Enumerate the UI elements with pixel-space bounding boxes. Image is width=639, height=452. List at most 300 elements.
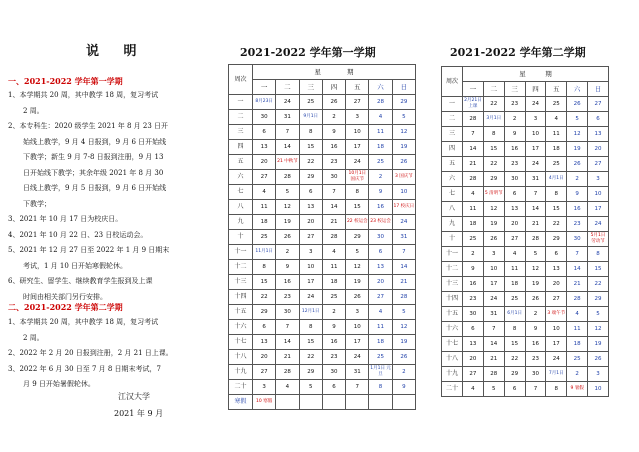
day-header: 二 <box>483 82 504 97</box>
note-line: 下教学；新生 9 月 7-8 日报到注册，9 月 13 <box>23 153 164 161</box>
date-cell: 7 <box>525 382 546 397</box>
notes-panel <box>0 0 210 452</box>
week-number: 一 <box>442 97 463 112</box>
day-header: 一 <box>463 82 484 97</box>
week-number: 十八 <box>229 350 253 365</box>
date-cell: 28 <box>463 112 484 127</box>
date-cell: 9 <box>463 262 484 277</box>
date-cell: 13 <box>463 337 484 352</box>
day-header: 三 <box>299 80 322 95</box>
date-cell: 3 端午节 <box>546 307 567 322</box>
weekday-group-header: 星 期 <box>253 65 416 80</box>
date-cell: 6 <box>299 185 322 200</box>
date-cell: 24 <box>276 95 299 110</box>
date-cell: 28 <box>276 170 299 185</box>
date-cell: 14 <box>525 202 546 217</box>
date-cell: 15 <box>299 335 322 350</box>
week-number: 寒假 <box>229 395 253 410</box>
date-cell: 17 <box>483 277 504 292</box>
day-header: 五 <box>546 82 567 97</box>
week-number: 八 <box>229 200 253 215</box>
date-cell: 30 <box>322 365 345 380</box>
week-number: 八 <box>442 202 463 217</box>
date-cell: 12 <box>588 322 609 337</box>
note-line: 2 周。 <box>23 106 44 115</box>
date-cell: 8 <box>346 185 369 200</box>
date-cell: 15 <box>299 140 322 155</box>
date-cell: 9 <box>322 125 345 140</box>
date-cell: 24 <box>392 215 415 230</box>
date-cell: 2 <box>504 112 525 127</box>
week-number: 十七 <box>229 335 253 350</box>
date-cell: 15 <box>546 202 567 217</box>
week-number: 一 <box>229 95 253 110</box>
date-cell: 4月1日 <box>546 172 567 187</box>
date-cell: 15 <box>346 200 369 215</box>
date-cell: 21 <box>567 277 588 292</box>
date-cell: 13 <box>253 335 276 350</box>
date-cell: 2 <box>567 172 588 187</box>
date-cell: 20 <box>588 142 609 157</box>
date-cell: 4 <box>322 245 345 260</box>
date-cell: 14 <box>483 337 504 352</box>
date-cell: 23 <box>504 97 525 112</box>
date-cell: 7 <box>276 320 299 335</box>
date-cell: 26 <box>567 97 588 112</box>
date-cell: 31 <box>392 230 415 245</box>
date-cell: 2 <box>392 365 415 380</box>
date-cell: 8 <box>299 320 322 335</box>
date-cell: 27 <box>369 290 392 305</box>
note-line: 3、2022 年 6 月 30 日至 7 月 8 日期末考试，7 <box>8 364 162 373</box>
date-cell <box>322 395 345 410</box>
date-cell: 12 <box>346 260 369 275</box>
date-cell: 26 <box>588 352 609 367</box>
date-cell: 12 <box>276 200 299 215</box>
date-cell: 27 <box>588 97 609 112</box>
date-cell: 11 <box>504 262 525 277</box>
date-cell: 2 <box>322 305 345 320</box>
date-cell: 6 <box>504 382 525 397</box>
week-number: 十八 <box>442 352 463 367</box>
date-cell: 17 <box>546 337 567 352</box>
note-line: 时间由相关部门另行安排。 <box>23 292 107 301</box>
week-number: 十五 <box>229 305 253 320</box>
sem1-heading: 一、2021-2022 学年第一学期 <box>8 76 123 86</box>
date-cell: 2 <box>567 367 588 382</box>
date-cell: 18 <box>567 337 588 352</box>
date-cell: 20 <box>299 215 322 230</box>
date-cell: 31 <box>276 110 299 125</box>
date-cell: 29 <box>504 367 525 382</box>
date-cell: 29 <box>299 170 322 185</box>
date-cell: 23 校运会 <box>369 215 392 230</box>
date-cell: 9 <box>369 185 392 200</box>
date-cell: 22 <box>483 157 504 172</box>
date-cell: 25 <box>322 290 345 305</box>
date-cell: 11 <box>463 202 484 217</box>
day-header: 一 <box>253 80 276 95</box>
week-number: 七 <box>442 187 463 202</box>
note-line: 4、2021 年 10 月 22 日、23 日校运动会。 <box>8 230 148 239</box>
date-cell: 19 <box>567 142 588 157</box>
date-cell: 28 <box>322 230 345 245</box>
date-cell: 30 <box>253 110 276 125</box>
date-cell: 20 <box>504 217 525 232</box>
date-cell: 27 <box>463 367 484 382</box>
date-cell: 31 <box>346 365 369 380</box>
date-cell: 18 <box>463 217 484 232</box>
day-header: 六 <box>369 80 392 95</box>
date-cell: 6 <box>322 380 345 395</box>
date-cell: 28 <box>483 367 504 382</box>
date-cell: 27 <box>504 232 525 247</box>
date-cell: 20 <box>253 350 276 365</box>
date-cell: 16 <box>322 335 345 350</box>
date-cell: 9 <box>276 260 299 275</box>
date-cell: 19 <box>346 275 369 290</box>
date-cell: 15 <box>483 142 504 157</box>
date-cell: 28 <box>369 95 392 110</box>
note-line: 1、本学期共 20 周，其中教学 18 周，复习考试 <box>8 318 159 326</box>
date-cell: 30 <box>567 232 588 247</box>
date-cell: 4 <box>463 187 484 202</box>
date-cell: 5 <box>483 382 504 397</box>
date-cell: 25 <box>369 350 392 365</box>
date-cell: 24 <box>546 352 567 367</box>
date-cell: 16 <box>369 200 392 215</box>
date-cell: 16 <box>322 140 345 155</box>
date-cell: 8月23日 <box>253 95 276 110</box>
date-cell: 8 <box>369 380 392 395</box>
week-number: 十 <box>229 230 253 245</box>
day-header: 日 <box>588 82 609 97</box>
note-line: 考试，1 月 10 日开始寒假轮休。 <box>23 261 128 270</box>
date-cell: 3月1日 <box>483 112 504 127</box>
date-cell: 6 <box>588 112 609 127</box>
date-cell: 7 <box>346 380 369 395</box>
date-cell: 10 <box>346 125 369 140</box>
date-cell: 19 <box>276 215 299 230</box>
date-cell: 10 <box>346 320 369 335</box>
date-cell: 6 <box>463 322 484 337</box>
day-header: 六 <box>567 82 588 97</box>
date-cell: 25 <box>253 230 276 245</box>
day-header: 二 <box>276 80 299 95</box>
date-cell: 2 <box>369 170 392 185</box>
date-cell: 11 <box>322 260 345 275</box>
date-cell: 26 <box>392 155 415 170</box>
date-cell: 23 <box>463 292 484 307</box>
date-cell: 9 <box>322 320 345 335</box>
date-cell: 19 <box>525 277 546 292</box>
day-header: 日 <box>392 80 415 95</box>
date-cell: 7 <box>483 322 504 337</box>
note-line: 月 9 日开始暑假轮休。 <box>23 380 95 388</box>
date-cell: 30 <box>322 170 345 185</box>
date-cell: 7 <box>525 187 546 202</box>
date-cell: 22 校运会 <box>346 215 369 230</box>
date-cell: 15 <box>504 337 525 352</box>
date-cell: 14 <box>567 262 588 277</box>
day-header: 四 <box>322 80 345 95</box>
week-number: 二 <box>442 112 463 127</box>
note-line: 6、研究生、留学生、继续教育学生报到及上课 <box>8 277 153 285</box>
date-cell: 18 <box>369 335 392 350</box>
date-cell: 24 <box>483 292 504 307</box>
semester1-calendar <box>228 64 416 410</box>
date-cell: 4 <box>504 247 525 262</box>
date-cell: 20 <box>369 275 392 290</box>
week-number: 十九 <box>442 367 463 382</box>
date-cell: 1月1日 元旦 <box>369 365 392 380</box>
date-cell: 24 <box>525 157 546 172</box>
date-cell: 6 <box>546 247 567 262</box>
date-cell: 14 <box>392 260 415 275</box>
date-cell: 21 <box>463 157 484 172</box>
date-cell: 13 <box>546 262 567 277</box>
date-cell: 18 <box>253 215 276 230</box>
date-cell: 5 <box>299 380 322 395</box>
date-cell: 13 <box>504 202 525 217</box>
date-cell: 25 <box>546 157 567 172</box>
week-number: 二十 <box>442 382 463 397</box>
date-cell: 2 <box>525 307 546 322</box>
date-cell: 23 <box>525 352 546 367</box>
date-cell: 26 <box>276 230 299 245</box>
date-cell: 11 <box>369 320 392 335</box>
date-cell: 4 <box>276 380 299 395</box>
date-cell: 12 <box>567 127 588 142</box>
date-cell: 14 <box>322 200 345 215</box>
date-cell: 8 <box>546 187 567 202</box>
date-cell: 25 <box>567 352 588 367</box>
week-number: 三 <box>229 125 253 140</box>
date-cell: 12月1日 <box>299 305 322 320</box>
date-cell: 10 <box>392 185 415 200</box>
issue-date: 2021 年 9 月 <box>114 409 164 418</box>
note-line: 1、本学期共 20 周，其中教学 18 周，复习考试 <box>8 91 159 99</box>
date-cell: 8 <box>483 127 504 142</box>
date-cell: 24 <box>588 217 609 232</box>
date-cell: 30 <box>276 305 299 320</box>
note-line: 始线上教学，9 月 4 日报到，9 月 6 日开始线 <box>23 137 167 146</box>
date-cell: 13 <box>253 140 276 155</box>
date-cell: 23 <box>322 155 345 170</box>
date-cell: 26 <box>525 292 546 307</box>
date-cell: 5 <box>276 185 299 200</box>
week-number: 十三 <box>229 275 253 290</box>
date-cell: 17 <box>299 275 322 290</box>
week-number: 十四 <box>442 292 463 307</box>
date-cell: 24 <box>346 155 369 170</box>
date-cell: 26 <box>483 232 504 247</box>
date-cell: 8 <box>546 382 567 397</box>
date-cell: 29 <box>346 230 369 245</box>
date-cell: 17 校庆日 <box>392 200 415 215</box>
date-cell: 3 <box>346 305 369 320</box>
date-cell: 22 <box>483 97 504 112</box>
date-cell: 3 <box>253 380 276 395</box>
week-number: 十三 <box>442 277 463 292</box>
date-cell: 16 <box>504 142 525 157</box>
date-cell: 29 <box>253 305 276 320</box>
date-cell: 12 <box>483 202 504 217</box>
week-number: 九 <box>442 217 463 232</box>
date-cell: 25 <box>546 97 567 112</box>
date-cell: 30 <box>525 367 546 382</box>
note-line: 3、2021 年 10 月 17 日为校庆日。 <box>8 215 123 223</box>
date-cell: 8 <box>253 260 276 275</box>
note-line: 5、2021 年 12 月 27 日至 2022 年 1 月 9 日期末 <box>8 246 170 254</box>
date-cell: 11 <box>369 125 392 140</box>
sem2-heading: 二、2021-2022 学年第二学期 <box>8 302 123 312</box>
date-cell: 10 <box>588 382 609 397</box>
date-cell: 15 <box>588 262 609 277</box>
date-cell: 4 <box>546 112 567 127</box>
date-cell: 18 <box>322 275 345 290</box>
date-cell <box>299 395 322 410</box>
date-cell: 28 <box>525 232 546 247</box>
date-cell: 18 <box>546 142 567 157</box>
date-cell: 20 <box>463 352 484 367</box>
date-cell: 22 <box>299 350 322 365</box>
date-cell: 18 <box>369 140 392 155</box>
date-cell: 10 <box>483 262 504 277</box>
date-cell: 25 <box>463 232 484 247</box>
date-cell: 16 <box>276 275 299 290</box>
date-cell: 21 <box>483 352 504 367</box>
date-cell: 5 <box>588 307 609 322</box>
date-cell: 4 <box>369 110 392 125</box>
semester2-calendar <box>441 66 609 397</box>
date-cell: 28 <box>463 172 484 187</box>
date-cell: 6 <box>369 245 392 260</box>
date-cell: 5 清明节 <box>483 187 504 202</box>
date-cell: 17 <box>588 202 609 217</box>
date-cell: 10 <box>546 322 567 337</box>
date-cell: 7 <box>567 247 588 262</box>
date-cell: 21 <box>392 275 415 290</box>
date-cell: 3 <box>588 367 609 382</box>
date-cell: 11 <box>567 322 588 337</box>
date-cell: 8 <box>504 322 525 337</box>
date-cell: 24 <box>346 350 369 365</box>
date-cell: 9 <box>567 187 588 202</box>
date-cell: 23 <box>567 217 588 232</box>
date-cell: 23 <box>276 290 299 305</box>
date-cell: 11 <box>546 127 567 142</box>
date-cell: 20 <box>253 155 276 170</box>
date-cell <box>346 395 369 410</box>
date-cell: 12 <box>392 320 415 335</box>
date-cell: 27 <box>546 292 567 307</box>
date-cell: 3 <box>483 247 504 262</box>
week-number: 十二 <box>442 262 463 277</box>
date-cell: 19 <box>392 335 415 350</box>
date-cell: 14 <box>276 335 299 350</box>
date-cell: 23 <box>504 157 525 172</box>
date-cell: 21 <box>322 215 345 230</box>
week-number: 十九 <box>229 365 253 380</box>
date-cell: 3 <box>525 112 546 127</box>
week-number: 十 <box>442 232 463 247</box>
date-cell: 27 <box>253 365 276 380</box>
week-number: 九 <box>229 215 253 230</box>
date-cell: 5月1日 劳动节 <box>588 232 609 247</box>
date-cell: 6 <box>504 187 525 202</box>
date-cell: 7 <box>276 125 299 140</box>
date-cell: 18 <box>504 277 525 292</box>
note-line: 日开始线下教学；其余年级 2021 年 8 月 30 <box>23 168 164 177</box>
date-cell <box>369 395 392 410</box>
date-cell: 29 <box>588 292 609 307</box>
date-cell: 19 <box>588 337 609 352</box>
date-cell: 12 <box>392 125 415 140</box>
date-cell: 3 <box>588 172 609 187</box>
date-cell: 7月1日 <box>546 367 567 382</box>
date-cell: 8 <box>588 247 609 262</box>
date-cell: 16 <box>463 277 484 292</box>
date-cell: 29 <box>483 172 504 187</box>
date-cell: 14 <box>463 142 484 157</box>
date-cell: 17 <box>346 335 369 350</box>
cal2-title: 2021-2022 学年第二学期 <box>450 46 586 59</box>
date-cell: 27 <box>253 170 276 185</box>
week-number: 二 <box>229 110 253 125</box>
notes-title: 说 明 <box>86 44 147 59</box>
day-header: 五 <box>346 80 369 95</box>
date-cell: 28 <box>392 290 415 305</box>
date-cell: 5 <box>346 245 369 260</box>
date-cell: 28 <box>567 292 588 307</box>
date-cell: 6 <box>253 320 276 335</box>
date-cell: 5 <box>392 110 415 125</box>
date-cell: 13 <box>369 260 392 275</box>
date-cell: 4 <box>369 305 392 320</box>
week-number: 二十 <box>229 380 253 395</box>
date-cell: 16 <box>567 202 588 217</box>
date-cell: 26 <box>346 290 369 305</box>
week-number: 十六 <box>229 320 253 335</box>
cal1-title: 2021-2022 学年第一学期 <box>240 46 376 59</box>
date-cell: 9 <box>525 322 546 337</box>
date-cell: 26 <box>322 95 345 110</box>
note-line: 下教学； <box>23 199 51 208</box>
date-cell: 27 <box>588 157 609 172</box>
week-number: 六 <box>229 170 253 185</box>
date-cell: 8 <box>299 125 322 140</box>
date-cell: 6 <box>253 125 276 140</box>
date-cell: 22 <box>504 352 525 367</box>
week-number: 四 <box>229 140 253 155</box>
date-cell: 23 <box>322 350 345 365</box>
date-cell: 10 <box>299 260 322 275</box>
date-cell: 25 <box>369 155 392 170</box>
date-cell: 29 <box>546 232 567 247</box>
date-cell: 2月21日 上课 <box>463 97 484 112</box>
date-cell: 10 <box>588 187 609 202</box>
date-cell: 21 <box>525 217 546 232</box>
date-cell: 26 <box>567 157 588 172</box>
date-cell: 7 <box>392 245 415 260</box>
week-header: 周次 <box>229 65 253 95</box>
date-cell: 12 <box>525 262 546 277</box>
week-number: 六 <box>442 172 463 187</box>
day-header: 四 <box>525 82 546 97</box>
date-cell: 11月1日 <box>253 245 276 260</box>
date-cell: 6月1日 <box>504 307 525 322</box>
